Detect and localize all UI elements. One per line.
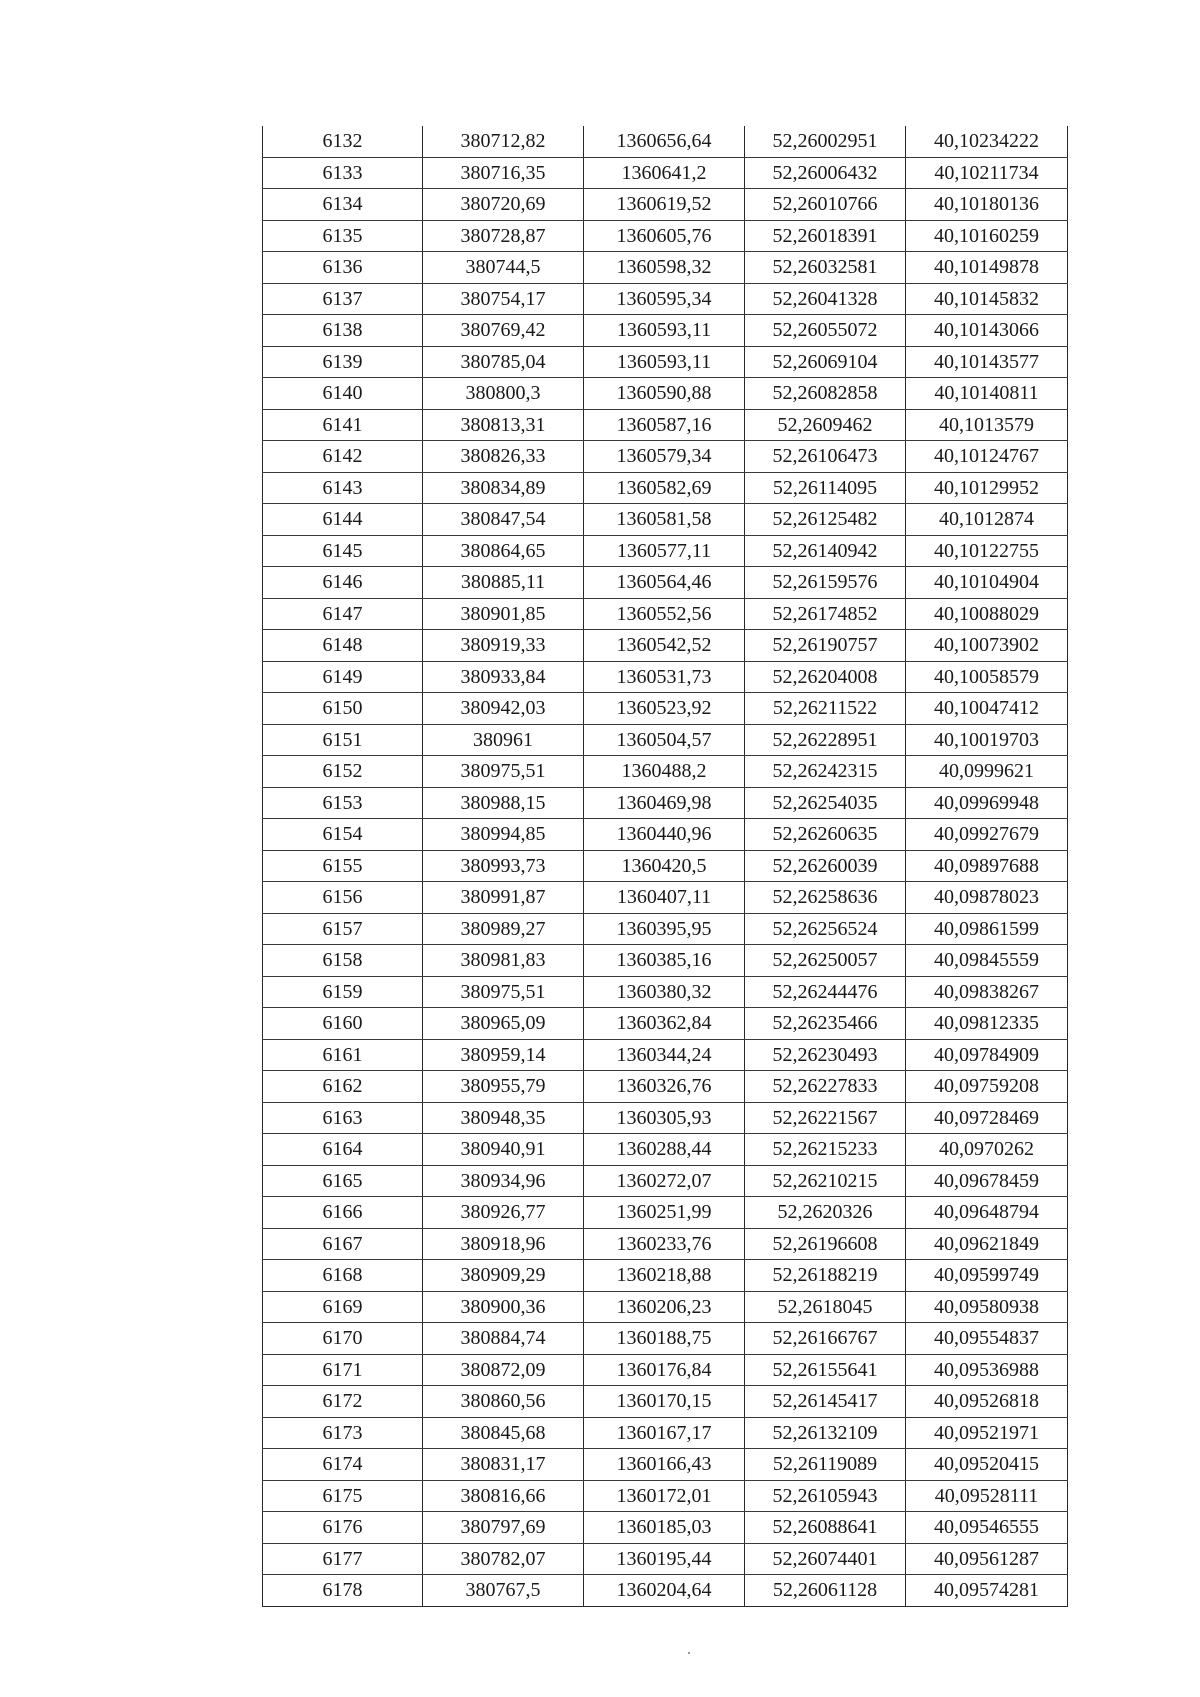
table-row [263,1575,1068,1607]
longitude-cell: 40,09759208 [906,1071,1068,1103]
y-coordinate-cell: 1360542,52 [584,630,745,662]
point-number-cell: 6146 [263,567,423,599]
point-number-cell: 6158 [263,945,423,977]
latitude-cell: 52,26018391 [745,220,906,252]
table-row [263,1543,1068,1575]
longitude-cell: 40,09574281 [906,1575,1068,1607]
y-coordinate-cell: 1360344,24 [584,1039,745,1071]
table-row [263,1165,1068,1197]
table-row [263,252,1068,284]
point-number-cell: 6157 [263,913,423,945]
longitude-cell: 40,10073902 [906,630,1068,662]
table-row [263,157,1068,189]
table-row [263,850,1068,882]
x-coordinate-cell: 380847,54 [423,504,584,536]
y-coordinate-cell: 1360619,52 [584,189,745,221]
table-row [263,1386,1068,1418]
coordinates-table-body [263,126,1068,1606]
table-row [263,1323,1068,1355]
y-coordinate-cell: 1360420,5 [584,850,745,882]
x-coordinate-cell: 380767,5 [423,1575,584,1607]
point-number-cell: 6136 [263,252,423,284]
table-row [263,126,1068,157]
y-coordinate-cell: 1360577,11 [584,535,745,567]
table-row [263,1197,1068,1229]
table-row [263,1071,1068,1103]
table-row [263,378,1068,410]
point-number-cell: 6150 [263,693,423,725]
x-coordinate-cell: 380942,03 [423,693,584,725]
x-coordinate-cell: 380885,11 [423,567,584,599]
latitude-cell: 52,26055072 [745,315,906,347]
y-coordinate-cell: 1360188,75 [584,1323,745,1355]
y-coordinate-cell: 1360166,43 [584,1449,745,1481]
point-number-cell: 6141 [263,409,423,441]
y-coordinate-cell: 1360582,69 [584,472,745,504]
x-coordinate-cell: 380826,33 [423,441,584,473]
longitude-cell: 40,09521971 [906,1417,1068,1449]
x-coordinate-cell: 380744,5 [423,252,584,284]
longitude-cell: 40,09969948 [906,787,1068,819]
longitude-cell: 40,09878023 [906,882,1068,914]
x-coordinate-cell: 380800,3 [423,378,584,410]
point-number-cell: 6175 [263,1480,423,1512]
table-row [263,1134,1068,1166]
point-number-cell: 6139 [263,346,423,378]
latitude-cell: 52,26032581 [745,252,906,284]
point-number-cell: 6143 [263,472,423,504]
longitude-cell: 40,09784909 [906,1039,1068,1071]
table-row [263,504,1068,536]
x-coordinate-cell: 380728,87 [423,220,584,252]
y-coordinate-cell: 1360579,34 [584,441,745,473]
x-coordinate-cell: 380872,09 [423,1354,584,1386]
longitude-cell: 40,09861599 [906,913,1068,945]
point-number-cell: 6172 [263,1386,423,1418]
table-row [263,1291,1068,1323]
y-coordinate-cell: 1360593,11 [584,346,745,378]
latitude-cell: 52,26061128 [745,1575,906,1607]
point-number-cell: 6144 [263,504,423,536]
y-coordinate-cell: 1360656,64 [584,126,745,157]
x-coordinate-cell: 380831,17 [423,1449,584,1481]
latitude-cell: 52,26215233 [745,1134,906,1166]
x-coordinate-cell: 380918,96 [423,1228,584,1260]
latitude-cell: 52,2609462 [745,409,906,441]
y-coordinate-cell: 1360233,76 [584,1228,745,1260]
longitude-cell: 40,10180136 [906,189,1068,221]
x-coordinate-cell: 380991,87 [423,882,584,914]
point-number-cell: 6169 [263,1291,423,1323]
point-number-cell: 6176 [263,1512,423,1544]
x-coordinate-cell: 380754,17 [423,283,584,315]
longitude-cell: 40,0999621 [906,756,1068,788]
point-number-cell: 6135 [263,220,423,252]
longitude-cell: 40,09554837 [906,1323,1068,1355]
longitude-cell: 40,09897688 [906,850,1068,882]
latitude-cell: 52,26260039 [745,850,906,882]
y-coordinate-cell: 1360552,56 [584,598,745,630]
table-row [263,1480,1068,1512]
y-coordinate-cell: 1360469,98 [584,787,745,819]
x-coordinate-cell: 380900,36 [423,1291,584,1323]
table-row [263,976,1068,1008]
point-number-cell: 6165 [263,1165,423,1197]
latitude-cell: 52,26204008 [745,661,906,693]
point-number-cell: 6155 [263,850,423,882]
y-coordinate-cell: 1360595,34 [584,283,745,315]
point-number-cell: 6147 [263,598,423,630]
y-coordinate-cell: 1360380,32 [584,976,745,1008]
x-coordinate-cell: 380961 [423,724,584,756]
y-coordinate-cell: 1360195,44 [584,1543,745,1575]
point-number-cell: 6168 [263,1260,423,1292]
point-number-cell: 6151 [263,724,423,756]
x-coordinate-cell: 380864,65 [423,535,584,567]
y-coordinate-cell: 1360523,92 [584,693,745,725]
longitude-cell: 40,10058579 [906,661,1068,693]
latitude-cell: 52,26250057 [745,945,906,977]
latitude-cell: 52,26256524 [745,913,906,945]
latitude-cell: 52,26069104 [745,346,906,378]
x-coordinate-cell: 380909,29 [423,1260,584,1292]
longitude-cell: 40,09838267 [906,976,1068,1008]
x-coordinate-cell: 380959,14 [423,1039,584,1071]
table-row [263,882,1068,914]
latitude-cell: 52,26254035 [745,787,906,819]
y-coordinate-cell: 1360641,2 [584,157,745,189]
x-coordinate-cell: 380813,31 [423,409,584,441]
y-coordinate-cell: 1360407,11 [584,882,745,914]
table-row [263,1260,1068,1292]
y-coordinate-cell: 1360598,32 [584,252,745,284]
x-coordinate-cell: 380845,68 [423,1417,584,1449]
table-row [263,819,1068,851]
longitude-cell: 40,10160259 [906,220,1068,252]
longitude-cell: 40,10211734 [906,157,1068,189]
y-coordinate-cell: 1360288,44 [584,1134,745,1166]
longitude-cell: 40,09580938 [906,1291,1068,1323]
y-coordinate-cell: 1360218,88 [584,1260,745,1292]
table-row [263,1228,1068,1260]
latitude-cell: 52,26242315 [745,756,906,788]
y-coordinate-cell: 1360326,76 [584,1071,745,1103]
x-coordinate-cell: 380975,51 [423,976,584,1008]
point-number-cell: 6140 [263,378,423,410]
point-number-cell: 6148 [263,630,423,662]
y-coordinate-cell: 1360593,11 [584,315,745,347]
scan-speck [688,1652,690,1654]
point-number-cell: 6138 [263,315,423,347]
point-number-cell: 6145 [263,535,423,567]
longitude-cell: 40,09812335 [906,1008,1068,1040]
latitude-cell: 52,26106473 [745,441,906,473]
y-coordinate-cell: 1360504,57 [584,724,745,756]
x-coordinate-cell: 380797,69 [423,1512,584,1544]
table-row [263,661,1068,693]
point-number-cell: 6178 [263,1575,423,1607]
longitude-cell: 40,09528111 [906,1480,1068,1512]
point-number-cell: 6153 [263,787,423,819]
point-number-cell: 6171 [263,1354,423,1386]
point-number-cell: 6149 [263,661,423,693]
y-coordinate-cell: 1360581,58 [584,504,745,536]
point-number-cell: 6166 [263,1197,423,1229]
latitude-cell: 52,26006432 [745,157,906,189]
point-number-cell: 6137 [263,283,423,315]
latitude-cell: 52,26114095 [745,472,906,504]
latitude-cell: 52,26082858 [745,378,906,410]
longitude-cell: 40,0970262 [906,1134,1068,1166]
y-coordinate-cell: 1360167,17 [584,1417,745,1449]
table-row [263,189,1068,221]
latitude-cell: 52,26228951 [745,724,906,756]
point-number-cell: 6159 [263,976,423,1008]
x-coordinate-cell: 380782,07 [423,1543,584,1575]
latitude-cell: 52,26221567 [745,1102,906,1134]
point-number-cell: 6162 [263,1071,423,1103]
y-coordinate-cell: 1360440,96 [584,819,745,851]
y-coordinate-cell: 1360488,2 [584,756,745,788]
table-row [263,1449,1068,1481]
latitude-cell: 52,26010766 [745,189,906,221]
longitude-cell: 40,10124767 [906,441,1068,473]
x-coordinate-cell: 380993,73 [423,850,584,882]
table-row [263,1008,1068,1040]
longitude-cell: 40,09561287 [906,1543,1068,1575]
x-coordinate-cell: 380955,79 [423,1071,584,1103]
table-row [263,598,1068,630]
table-row [263,787,1068,819]
point-number-cell: 6154 [263,819,423,851]
point-number-cell: 6174 [263,1449,423,1481]
x-coordinate-cell: 380785,04 [423,346,584,378]
longitude-cell: 40,10104904 [906,567,1068,599]
latitude-cell: 52,26190757 [745,630,906,662]
x-coordinate-cell: 380712,82 [423,126,584,157]
table-row [263,220,1068,252]
longitude-cell: 40,09520415 [906,1449,1068,1481]
longitude-cell: 40,10129952 [906,472,1068,504]
y-coordinate-cell: 1360385,16 [584,945,745,977]
table-row [263,567,1068,599]
y-coordinate-cell: 1360590,88 [584,378,745,410]
latitude-cell: 52,26041328 [745,283,906,315]
point-number-cell: 6134 [263,189,423,221]
y-coordinate-cell: 1360272,07 [584,1165,745,1197]
point-number-cell: 6163 [263,1102,423,1134]
longitude-cell: 40,10122755 [906,535,1068,567]
table-row [263,1102,1068,1134]
longitude-cell: 40,10234222 [906,126,1068,157]
x-coordinate-cell: 380981,83 [423,945,584,977]
longitude-cell: 40,09526818 [906,1386,1068,1418]
latitude-cell: 52,26196608 [745,1228,906,1260]
longitude-cell: 40,09678459 [906,1165,1068,1197]
y-coordinate-cell: 1360204,64 [584,1575,745,1607]
y-coordinate-cell: 1360531,73 [584,661,745,693]
longitude-cell: 40,1012874 [906,504,1068,536]
y-coordinate-cell: 1360170,15 [584,1386,745,1418]
x-coordinate-cell: 380934,96 [423,1165,584,1197]
point-number-cell: 6173 [263,1417,423,1449]
longitude-cell: 40,09621849 [906,1228,1068,1260]
x-coordinate-cell: 380816,66 [423,1480,584,1512]
longitude-cell: 40,10019703 [906,724,1068,756]
longitude-cell: 40,09728469 [906,1102,1068,1134]
point-number-cell: 6142 [263,441,423,473]
table-row [263,724,1068,756]
longitude-cell: 40,10140811 [906,378,1068,410]
x-coordinate-cell: 380834,89 [423,472,584,504]
x-coordinate-cell: 380926,77 [423,1197,584,1229]
latitude-cell: 52,26125482 [745,504,906,536]
table-row [263,283,1068,315]
y-coordinate-cell: 1360206,23 [584,1291,745,1323]
latitude-cell: 52,26235466 [745,1008,906,1040]
latitude-cell: 52,26258636 [745,882,906,914]
longitude-cell: 40,09536988 [906,1354,1068,1386]
table-row [263,1417,1068,1449]
latitude-cell: 52,26260635 [745,819,906,851]
latitude-cell: 52,26145417 [745,1386,906,1418]
latitude-cell: 52,26155641 [745,1354,906,1386]
point-number-cell: 6152 [263,756,423,788]
y-coordinate-cell: 1360185,03 [584,1512,745,1544]
point-number-cell: 6161 [263,1039,423,1071]
longitude-cell: 40,10149878 [906,252,1068,284]
point-number-cell: 6177 [263,1543,423,1575]
x-coordinate-cell: 380933,84 [423,661,584,693]
y-coordinate-cell: 1360176,84 [584,1354,745,1386]
table-row [263,409,1068,441]
longitude-cell: 40,09845559 [906,945,1068,977]
latitude-cell: 52,26074401 [745,1543,906,1575]
x-coordinate-cell: 380988,15 [423,787,584,819]
longitude-cell: 40,10145832 [906,283,1068,315]
y-coordinate-cell: 1360251,99 [584,1197,745,1229]
y-coordinate-cell: 1360564,46 [584,567,745,599]
table-row [263,693,1068,725]
point-number-cell: 6164 [263,1134,423,1166]
latitude-cell: 52,26140942 [745,535,906,567]
x-coordinate-cell: 380965,09 [423,1008,584,1040]
longitude-cell: 40,10143066 [906,315,1068,347]
y-coordinate-cell: 1360605,76 [584,220,745,252]
longitude-cell: 40,10047412 [906,693,1068,725]
table-row [263,1039,1068,1071]
table-row [263,535,1068,567]
x-coordinate-cell: 380940,91 [423,1134,584,1166]
x-coordinate-cell: 380716,35 [423,157,584,189]
longitude-cell: 40,09648794 [906,1197,1068,1229]
x-coordinate-cell: 380720,69 [423,189,584,221]
longitude-cell: 40,10088029 [906,598,1068,630]
latitude-cell: 52,26174852 [745,598,906,630]
point-number-cell: 6160 [263,1008,423,1040]
latitude-cell: 52,26211522 [745,693,906,725]
longitude-cell: 40,10143577 [906,346,1068,378]
x-coordinate-cell: 380919,33 [423,630,584,662]
x-coordinate-cell: 380948,35 [423,1102,584,1134]
y-coordinate-cell: 1360305,93 [584,1102,745,1134]
y-coordinate-cell: 1360172,01 [584,1480,745,1512]
latitude-cell: 52,26002951 [745,126,906,157]
latitude-cell: 52,26230493 [745,1039,906,1071]
table-row [263,945,1068,977]
latitude-cell: 52,26188219 [745,1260,906,1292]
longitude-cell: 40,09599749 [906,1260,1068,1292]
x-coordinate-cell: 380989,27 [423,913,584,945]
longitude-cell: 40,09546555 [906,1512,1068,1544]
latitude-cell: 52,26132109 [745,1417,906,1449]
table-row [263,472,1068,504]
x-coordinate-cell: 380884,74 [423,1323,584,1355]
table-row [263,441,1068,473]
table-row [263,1354,1068,1386]
latitude-cell: 52,26119089 [745,1449,906,1481]
latitude-cell: 52,2620326 [745,1197,906,1229]
table-row [263,630,1068,662]
latitude-cell: 52,26244476 [745,976,906,1008]
x-coordinate-cell: 380994,85 [423,819,584,851]
y-coordinate-cell: 1360587,16 [584,409,745,441]
latitude-cell: 52,26105943 [745,1480,906,1512]
latitude-cell: 52,26088641 [745,1512,906,1544]
latitude-cell: 52,26227833 [745,1071,906,1103]
point-number-cell: 6133 [263,157,423,189]
coordinates-table [262,126,1068,1607]
point-number-cell: 6156 [263,882,423,914]
table-row [263,315,1068,347]
x-coordinate-cell: 380860,56 [423,1386,584,1418]
x-coordinate-cell: 380901,85 [423,598,584,630]
table-row [263,346,1068,378]
x-coordinate-cell: 380769,42 [423,315,584,347]
latitude-cell: 52,26159576 [745,567,906,599]
point-number-cell: 6167 [263,1228,423,1260]
y-coordinate-cell: 1360395,95 [584,913,745,945]
table-row [263,913,1068,945]
x-coordinate-cell: 380975,51 [423,756,584,788]
y-coordinate-cell: 1360362,84 [584,1008,745,1040]
longitude-cell: 40,09927679 [906,819,1068,851]
point-number-cell: 6132 [263,126,423,157]
latitude-cell: 52,2618045 [745,1291,906,1323]
latitude-cell: 52,26210215 [745,1165,906,1197]
table-row [263,1512,1068,1544]
latitude-cell: 52,26166767 [745,1323,906,1355]
longitude-cell: 40,1013579 [906,409,1068,441]
table-row [263,756,1068,788]
point-number-cell: 6170 [263,1323,423,1355]
